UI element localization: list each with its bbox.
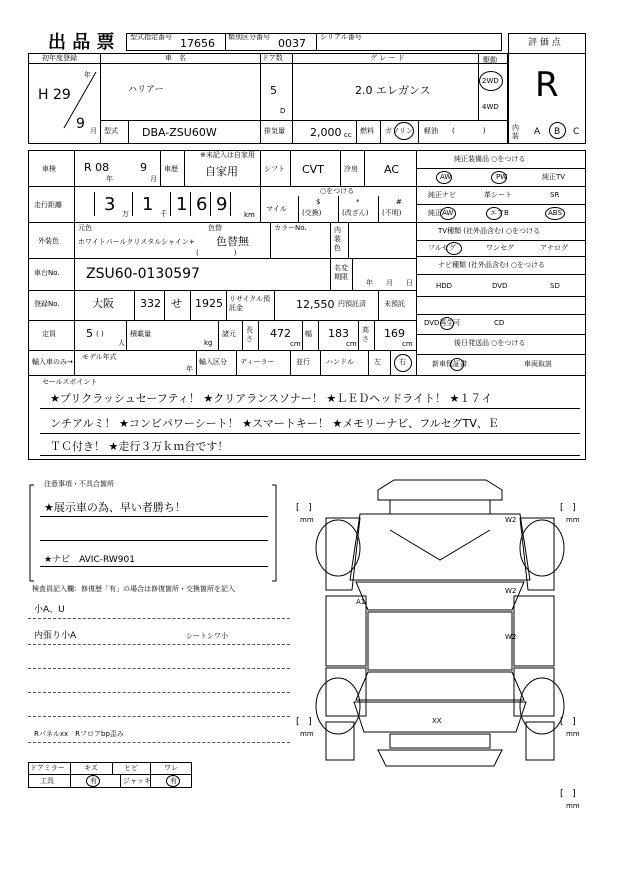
equip-sr: SR bbox=[550, 191, 560, 199]
history-value: 自家用 bbox=[205, 165, 238, 178]
interior-b-circle bbox=[549, 122, 566, 139]
bracket-right-top: [ ] bbox=[560, 503, 576, 513]
handle-right-circle bbox=[394, 354, 412, 372]
inspection-label: 車検 bbox=[42, 165, 56, 173]
mileage-sen: 千 bbox=[160, 210, 167, 218]
handle-right: 右 bbox=[399, 358, 406, 366]
height-label: 高さ bbox=[362, 326, 369, 343]
bracket-left-top: [ ] bbox=[296, 503, 312, 513]
dims-label: 諸元 bbox=[222, 330, 236, 338]
displacement-label: 排気量 bbox=[264, 127, 285, 135]
mileage-unit: km bbox=[244, 211, 255, 219]
tv-fullseg-circle bbox=[446, 242, 462, 255]
equip-pw-circle bbox=[491, 171, 507, 184]
exchange-symbol: $ bbox=[316, 198, 321, 206]
exchange-text: (交換) bbox=[302, 209, 322, 217]
bracket-bottom: [ ] bbox=[560, 789, 576, 799]
notes-bracket bbox=[28, 480, 280, 583]
evaluation-label: 評 価 点 bbox=[528, 38, 561, 48]
equip-aw: AW bbox=[440, 173, 452, 181]
bracket-left-bottom: [ ] bbox=[296, 717, 312, 727]
interior-a: A bbox=[534, 127, 541, 137]
mark-a1-roof: A1 bbox=[356, 598, 366, 606]
renewal-month: 月 bbox=[386, 279, 393, 287]
legend-tool: 工具 bbox=[40, 777, 54, 785]
original-color-label: 元色 bbox=[78, 224, 92, 232]
width-unit: cm bbox=[346, 340, 357, 348]
later-manual: 車両取説 bbox=[524, 360, 552, 368]
equip-aw-circle bbox=[436, 171, 452, 184]
tv-oneseg: ワンセグ bbox=[486, 244, 514, 252]
cooler-value: AC bbox=[384, 163, 400, 176]
modified-symbol: * bbox=[356, 198, 360, 206]
inspector-label: 検査員記入欄：修復歴「有」の場合は修復箇所・交換箇所を記入 bbox=[32, 585, 235, 593]
notes-label: 注意事項・不具合箇所 bbox=[44, 480, 114, 488]
mileage-digit-4: 6 bbox=[196, 194, 208, 215]
length-label: 長さ bbox=[246, 326, 253, 343]
tv-fullseg: フルセグ bbox=[428, 244, 456, 252]
history-note: ※未記入は自家用 bbox=[200, 151, 255, 159]
capacity-label: 定員 bbox=[42, 330, 56, 338]
car-name-label: 車 名 bbox=[165, 54, 186, 62]
inspection-value: R 08 bbox=[84, 161, 110, 174]
original-color-value: ホワイトパールクリスタルシャイン+ bbox=[78, 238, 195, 246]
bracket-right-bottom: [ ] bbox=[560, 717, 576, 727]
legend-jack-mark: 有 bbox=[170, 777, 177, 785]
model-label: 型式 bbox=[104, 127, 118, 135]
color-change-paren: ( ) bbox=[196, 249, 237, 257]
doors-suffix: D bbox=[280, 107, 286, 115]
inspector-line-3: Rパネルxx Rフロアbp歪み bbox=[34, 730, 124, 738]
interior-color-label: 内装色 bbox=[334, 226, 341, 252]
legend-tool-mark: 有 bbox=[90, 777, 97, 785]
navi-dvd-play: DVD再生可 bbox=[424, 319, 461, 327]
drive-label: 駆動 bbox=[483, 56, 497, 64]
equip-abs: ABS bbox=[548, 209, 562, 217]
inspector-line-2b: シートシワ小 bbox=[186, 632, 228, 640]
fuel-gasoline: ガソリン bbox=[385, 127, 413, 135]
mileage-digit-3: 1 bbox=[176, 194, 188, 215]
equip-genuine-aw-circle bbox=[440, 207, 456, 220]
modified-text: (改ざん) bbox=[342, 209, 369, 217]
handle-label: ハンドル bbox=[326, 358, 354, 366]
later-warranty-circle bbox=[450, 358, 464, 371]
car-name-value: ハリアー bbox=[128, 85, 164, 95]
import-type-label: 輸入区分 bbox=[199, 358, 227, 366]
later-label: 後日発送品 ○をつける bbox=[454, 339, 526, 347]
tv-type-label: TV種類 (社外品含む) ○をつける bbox=[438, 227, 541, 235]
equip-leather: 革シート bbox=[484, 191, 512, 199]
equip-pw: PW bbox=[496, 173, 508, 181]
mm-right-bottom: mm bbox=[566, 730, 580, 738]
height-unit: cm bbox=[402, 340, 413, 348]
width-label: 幅 bbox=[305, 330, 312, 338]
sales-line-1: ★プリクラッシュセーフティ！ ★クリアランスソナー！ ★ＬＥＤヘッドライト！ ★１７イ bbox=[50, 392, 493, 405]
shift-value: CVT bbox=[302, 163, 324, 176]
model-value: DBA-ZSU60W bbox=[142, 126, 217, 139]
load-unit: kg bbox=[204, 339, 213, 347]
equip-airbag: エアB bbox=[490, 209, 509, 217]
height-value: 169 bbox=[384, 327, 405, 340]
reg-area: 大阪 bbox=[92, 297, 114, 310]
mileage-digit-2: 1 bbox=[142, 194, 154, 215]
navi-dvd-play-circle bbox=[440, 317, 454, 330]
inspection-month-unit: 月 bbox=[150, 175, 157, 183]
first-reg-label: 初年度登録 bbox=[42, 54, 77, 62]
serial-label: シリアル番号 bbox=[320, 33, 362, 41]
handle-left: 左 bbox=[374, 358, 381, 366]
sales-line-2: ンチアルミ！ ★コンビパワーシート！ ★スマートキー！ ★メモリーナビ、フルセグTV、Ｅ bbox=[50, 417, 499, 430]
import-parallel: 並行 bbox=[296, 358, 310, 366]
unknown-text: (不明) bbox=[382, 209, 402, 217]
year-unit: 年 bbox=[84, 71, 91, 79]
load-label: 積載量 bbox=[130, 330, 151, 338]
recycle-unit: 円預託済 bbox=[338, 300, 366, 308]
form-title: 出 品 票 bbox=[48, 32, 115, 53]
inspection-month: 9 bbox=[140, 161, 147, 174]
mark-w2-front-right: W2 bbox=[505, 516, 517, 524]
fuel-label: 燃料 bbox=[360, 127, 374, 135]
chassis-label: 車台No. bbox=[34, 269, 60, 277]
type-no-value: 17656 bbox=[180, 37, 215, 50]
navi-type-label: ナビ種類 (社外品含む) ○をつける bbox=[438, 261, 546, 269]
fuel-paren: ( ) bbox=[452, 127, 486, 135]
equip-abs-circle bbox=[545, 207, 565, 220]
equip-airbag-circle bbox=[486, 207, 502, 220]
shift-label: シフト bbox=[264, 165, 285, 173]
history-label: 車歴 bbox=[164, 165, 178, 173]
mm-bottom: mm bbox=[566, 802, 580, 810]
mm-left-bottom: mm bbox=[300, 730, 314, 738]
sales-label: セールスポイント bbox=[42, 378, 98, 386]
mileage-digit-1: 3 bbox=[104, 194, 116, 215]
recycle-not: 未預託 bbox=[384, 300, 405, 308]
later-warranty: 新車保証書 bbox=[432, 360, 467, 368]
navi-cd: CD bbox=[494, 319, 505, 327]
grade-name-value: 2.0 エレガンス bbox=[355, 84, 431, 97]
length-unit: cm bbox=[290, 340, 301, 348]
unknown-symbol: # bbox=[396, 198, 402, 206]
color-code-label: カラーNo. bbox=[274, 224, 307, 232]
mm-left-top: mm bbox=[300, 516, 314, 524]
legend-crack: ヒビ bbox=[124, 764, 138, 772]
import-dealer: ディーラー bbox=[240, 358, 275, 366]
type-no-label: 型式指定番号 bbox=[130, 33, 172, 41]
legend-jack-circle bbox=[166, 775, 180, 787]
legend-tool-circle bbox=[86, 775, 100, 787]
mileage-circle-note: ○をつける bbox=[320, 187, 355, 195]
genuine-equipment-label: 純正装備品 ○をつける bbox=[454, 155, 526, 163]
mark-w2-right-door-rear: W2 bbox=[505, 633, 517, 641]
mark-w2-right-door-front: W2 bbox=[505, 587, 517, 595]
chassis-value: ZSU60-0130597 bbox=[86, 266, 200, 282]
mileage-label: 走行距離 bbox=[34, 201, 62, 209]
renewal-label: 名変期限 bbox=[334, 264, 348, 281]
navi-dvd: DVD bbox=[492, 282, 508, 290]
drive-2wd-circle bbox=[479, 71, 503, 91]
legend-scratch: キズ bbox=[84, 764, 98, 772]
model-year-unit: 年 bbox=[186, 365, 193, 373]
color-change-label: 色替 bbox=[208, 224, 222, 232]
mark-xx-rear: XX bbox=[432, 717, 442, 725]
color-change-value: 色替無 bbox=[216, 235, 249, 248]
mm-right-top: mm bbox=[566, 516, 580, 524]
import-label: 輸入車のみ→ bbox=[32, 358, 73, 366]
equip-tv: 純正TV bbox=[542, 173, 566, 181]
inspection-year-unit: 年 bbox=[106, 175, 113, 183]
mileage-man: 万 bbox=[122, 210, 129, 218]
reg-number: 1925 bbox=[195, 297, 223, 310]
reg-class: 332 bbox=[140, 297, 161, 310]
equip-genuine-aw: 純正AW bbox=[428, 209, 454, 217]
notes-line-1: ★展示車の為、早い者勝ち！ bbox=[44, 501, 186, 514]
renewal-day: 日 bbox=[406, 279, 413, 287]
evaluation-grade: R bbox=[535, 65, 559, 105]
capacity-value: 5 bbox=[86, 327, 93, 340]
equip-navi: 純正ナビ bbox=[428, 191, 456, 199]
doors-label: ドア数 bbox=[262, 54, 283, 62]
class-no-label: 類別区分番号 bbox=[228, 33, 270, 41]
mileage-digit-5: 9 bbox=[216, 194, 228, 215]
mile-label: マイル bbox=[266, 205, 287, 213]
capacity-paren: ( ) bbox=[96, 330, 104, 338]
color-label: 外装色 bbox=[38, 237, 59, 245]
recycle-value: 12,550 bbox=[296, 298, 335, 311]
capacity-unit: 人 bbox=[118, 339, 125, 347]
reg-label: 登録No. bbox=[34, 300, 60, 308]
grade-col-label: グ レ ー ド bbox=[370, 54, 405, 62]
navi-hdd: HDD bbox=[436, 282, 453, 290]
cooler-label: 冷房 bbox=[344, 165, 358, 173]
doors-value: 5 bbox=[270, 84, 277, 97]
interior-label: 内装 bbox=[512, 124, 519, 140]
legend-door-mirror: ドアミラー bbox=[30, 764, 65, 772]
renewal-year: 年 bbox=[366, 279, 373, 287]
sales-line-3: ＴＣ付き！ ★走行３万ｋｍ台です！ bbox=[50, 440, 229, 453]
drive-2wd: 2WD bbox=[482, 77, 499, 85]
model-year-label: モデル年式 bbox=[82, 353, 117, 361]
first-reg-era: H 29 bbox=[38, 87, 71, 103]
fuel-gasoline-circle bbox=[394, 122, 414, 140]
width-value: 183 bbox=[328, 327, 349, 340]
notes-line-2: ★ナビ AVIC-RW901 bbox=[44, 555, 135, 565]
displacement-unit: cc bbox=[344, 131, 352, 139]
reg-kana: せ bbox=[171, 297, 182, 310]
recycle-label: リサイクル預託金 bbox=[229, 295, 271, 312]
drive-4wd: 4WD bbox=[482, 103, 499, 111]
tv-analog: アナログ bbox=[540, 244, 568, 252]
fuel-diesel: 軽油 bbox=[424, 127, 438, 135]
class-no-value: 0037 bbox=[278, 37, 306, 50]
legend-break: ワレ bbox=[164, 764, 178, 772]
legend-jack: ジャッキ bbox=[123, 777, 151, 785]
displacement-value: 2,000 bbox=[310, 126, 342, 139]
length-value: 472 bbox=[270, 327, 291, 340]
navi-sd: SD bbox=[550, 282, 560, 290]
month-unit: 月 bbox=[90, 127, 97, 135]
interior-b: B bbox=[554, 127, 561, 137]
inspector-line-2a: 内張り小A bbox=[34, 631, 77, 641]
interior-c: C bbox=[573, 127, 580, 137]
car-body-diagram bbox=[290, 470, 590, 790]
inspector-line-1: 小A、U bbox=[34, 605, 65, 615]
first-reg-month: 9 bbox=[76, 116, 85, 132]
